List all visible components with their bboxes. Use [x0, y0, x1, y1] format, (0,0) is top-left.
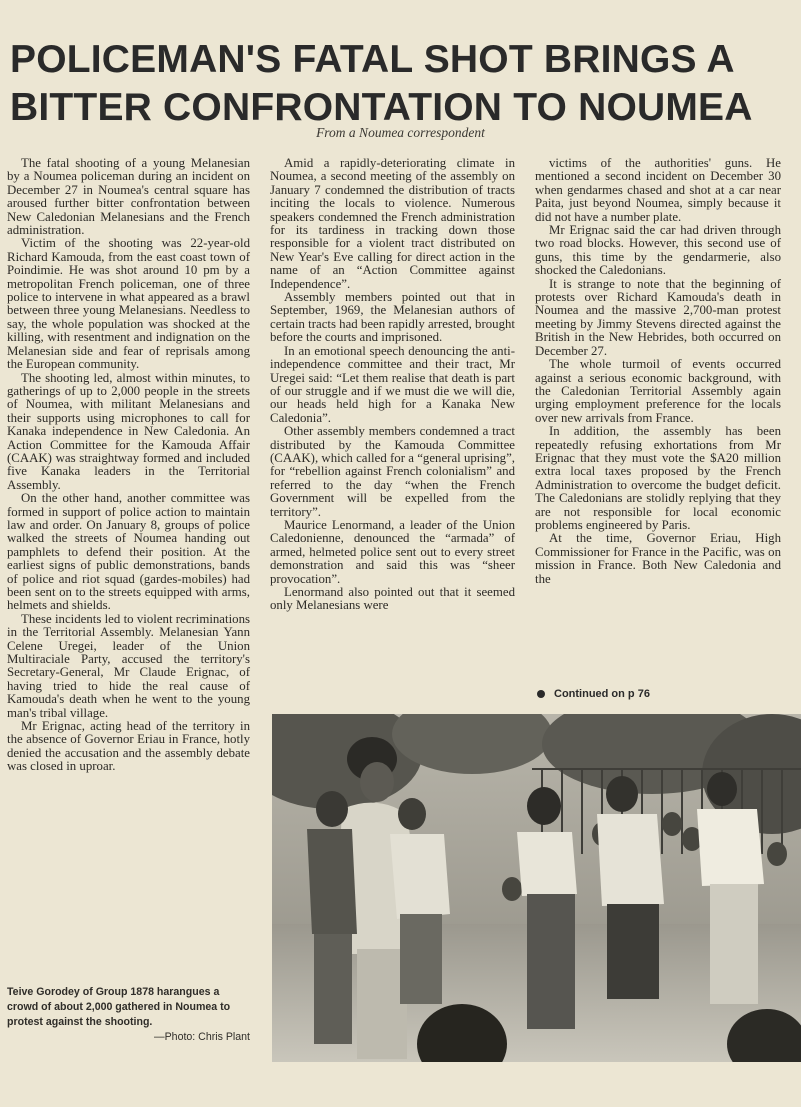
paragraph: On the other hand, another committee was formed in support of police action to maintain law and order. On January 8, groups of police walked the streets of Noumea handing out pamphlets to defend their position. At the earliest signs of public demonstrations, bands of police and riot squad (gardes-mobiles) had been sent on to the streets equipped with arms, helmets and shields.: [7, 491, 250, 613]
paragraph: It is strange to note that the beginning of protests over Richard Kamouda's death in Noumea and the massive 2,700-man protest meeting by Jimmy Stevens directed against the British in the New Hebrides, both occurred on December 27.: [535, 276, 781, 358]
paragraph: Maurice Lenormand, a leader of the Union Caledonienne, denounced the “armada” of armed, helmeted police sent out to every street demonstration and said this was “sheer provocation”.: [270, 517, 515, 586]
headline-line-2: BITTER CONFRONTATION TO NOUMEA: [10, 86, 753, 129]
paragraph: In addition, the assembly has been repeatedly refusing exhortations from Mr Erignac that they must vote the $A20 million extra local taxes proposed by the French Administration to overcome the budget deficit. The Caledonians are stolidly replying that they are not responsible for local economic problems engineered by Paris.: [535, 424, 781, 532]
article-column-2: [270, 157, 515, 613]
byline: From a Noumea correspondent: [316, 125, 485, 140]
paragraph: At the time, Governor Eriau, High Commissioner for France in the Pacific, was on mission in France. Both New Caledonia and the: [535, 531, 781, 586]
paragraph: Assembly members pointed out that in September, 1969, the Melanesian authors of certain tracts had been rapidly arrested, brought before the courts and imprisoned.: [270, 290, 515, 345]
paragraph: victims of the authorities' guns. He mentioned a second incident on December 30 when gendarmes chased and shot at a car near Paita, just beyond Noumea, simply because it did not have a number plate.: [535, 156, 781, 224]
continued-note: [537, 688, 650, 700]
paragraph: In an emotional speech denouncing the anti-independence committee and their tract, Mr Uregei said: “Let them realise that death is part of our struggle and if we must die we will die, our heads held high for a Kanaka New Caledonia”.: [270, 343, 515, 425]
caption-text: Teive Gorodey of Group 1878 harangues a crowd of about 2,000 gathered in Noumea to protest against the shooting.: [7, 986, 231, 1028]
bullet-icon: [537, 690, 545, 698]
paragraph: Mr Erignac, acting head of the territory in the absence of Governor Eriau in France, hotly denied the accusation and the assembly debate was closed in uproar.: [7, 719, 250, 774]
headline-line-1: POLICEMAN'S FATAL SHOT BRINGS A: [10, 38, 735, 81]
paragraph: The shooting led, almost within minutes, to gatherings of up to 2,000 people in the streets of Noumea, with militant Melanesians and their supports using microphones to call for Kanaka independence in New Caledonia. An Action Committee for the Kamouda Affair (CAAK) was straightway formed and included five Kanaka leaders in the Territorial Assembly.: [7, 370, 250, 492]
paragraph: The whole turmoil of events occurred against a serious economic background, with the Caledonian Territorial Assembly again urging employment preference for the locals over new arrivals from France.: [535, 357, 781, 425]
paragraph: Other assembly members condemned a tract distributed by the Kamouda Committee (CAAK), which called for a “general uprising”, for “rebellion against French colonialism” and referred to the day “when the French Government will be expelled from the territory”.: [270, 424, 515, 519]
paragraph: Lenormand also pointed out that it seemed only Melanesians were: [270, 585, 515, 613]
paragraph: Amid a rapidly-deteriorating climate in Noumea, a second meeting of the assembly on January 7 condemned the distribution of tracts inciting the locals to violence. Numerous speakers condemned the French administration for its tardiness in tracking down those responsible for a violent tract distributed on New Year's Eve calling for direct action in the name of an “Action Committee against Independence”.: [270, 156, 515, 291]
headline: [10, 36, 795, 132]
paragraph: The fatal shooting of a young Melanesian by a Noumea policeman during an incident on December 27 in Noumea's central square has aroused further bitter confrontation between New Caledonian Melanesians and the French administration.: [7, 156, 250, 238]
protest-photo: [272, 714, 801, 1062]
paragraph: Mr Erignac said the car had driven through two road blocks. However, this second use of guns, this time by the gendarmerie, also shocked the Caledonians.: [535, 223, 781, 278]
paragraph: Victim of the shooting was 22-year-old Richard Kamouda, from the east coast town of Poindimie. He was shot around 10 pm by a metropolitan French policeman, one of three police to intervene in what appeared as a brawl between three young Melanesians. Needless to say, the whole population was shocked at the killing, with resentment and indignation on the Melanesian side and fear of reprisals among the European community.: [7, 236, 250, 372]
photo-caption: [7, 985, 250, 1045]
continued-text: Continued on p 76: [554, 688, 650, 700]
article-column-3: [535, 157, 781, 586]
photo-credit: —Photo: Chris Plant: [154, 1031, 250, 1043]
article-column-1: [7, 157, 250, 774]
paragraph: These incidents led to violent recriminations in the Territorial Assembly. Melanesian Yann Celene Uregei, leader of the Union Multiraciale Party, accused the territory's Secretary-General, Mr Claude Erignac, of having tried to hide the real cause of Kamouda's death when he went to the young man's tribal village.: [7, 611, 250, 720]
